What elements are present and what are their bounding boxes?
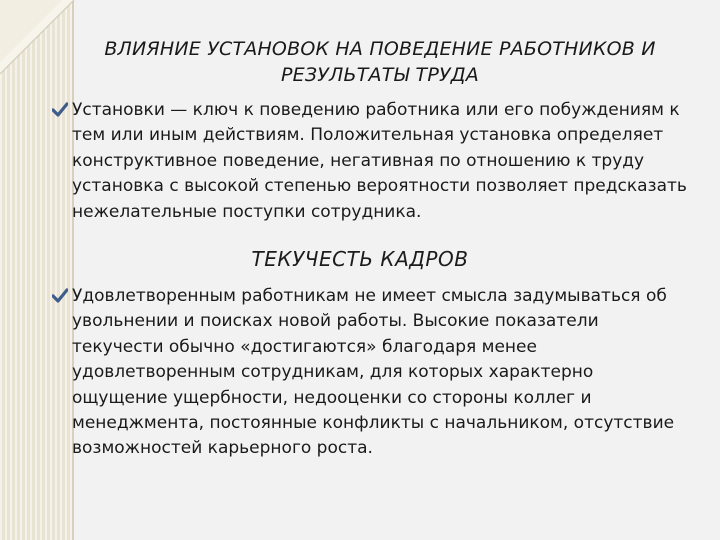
checkmark-icon <box>52 102 68 118</box>
checkmark-icon <box>52 288 68 304</box>
slide-title: ВЛИЯНИЕ УСТАНОВОК НА ПОВЕДЕНИЕ РАБОТНИКОВ И РЕЗУЛЬТАТЫ ТРУДА <box>104 38 656 86</box>
bullet-text-1: Установки — ключ к поведению работника или его побуждениям к тем или иным действиям. Положительная установка определяет конструктивное поведение, негативная по отношению к труду установка с высокой степенью вероятности позволяет предсказать нежелательные поступки сотрудника. <box>72 100 687 222</box>
bullet-text-2: Удовлетворенным работникам не имеет смысла задумываться об увольнении и поисках новой работы. Высокие показатели текучести обычно «достигаются» благодаря менее удовлетворенным сотрудникам, для которых характерно ощущение ущербности, недооценки со стороны коллег и менеджмента, постоянные конфликты с начальником, отсутствие возможностей карьерного роста. <box>72 286 675 459</box>
section-heading: ТЕКУЧЕСТЬ КАДРОВ <box>251 247 469 271</box>
